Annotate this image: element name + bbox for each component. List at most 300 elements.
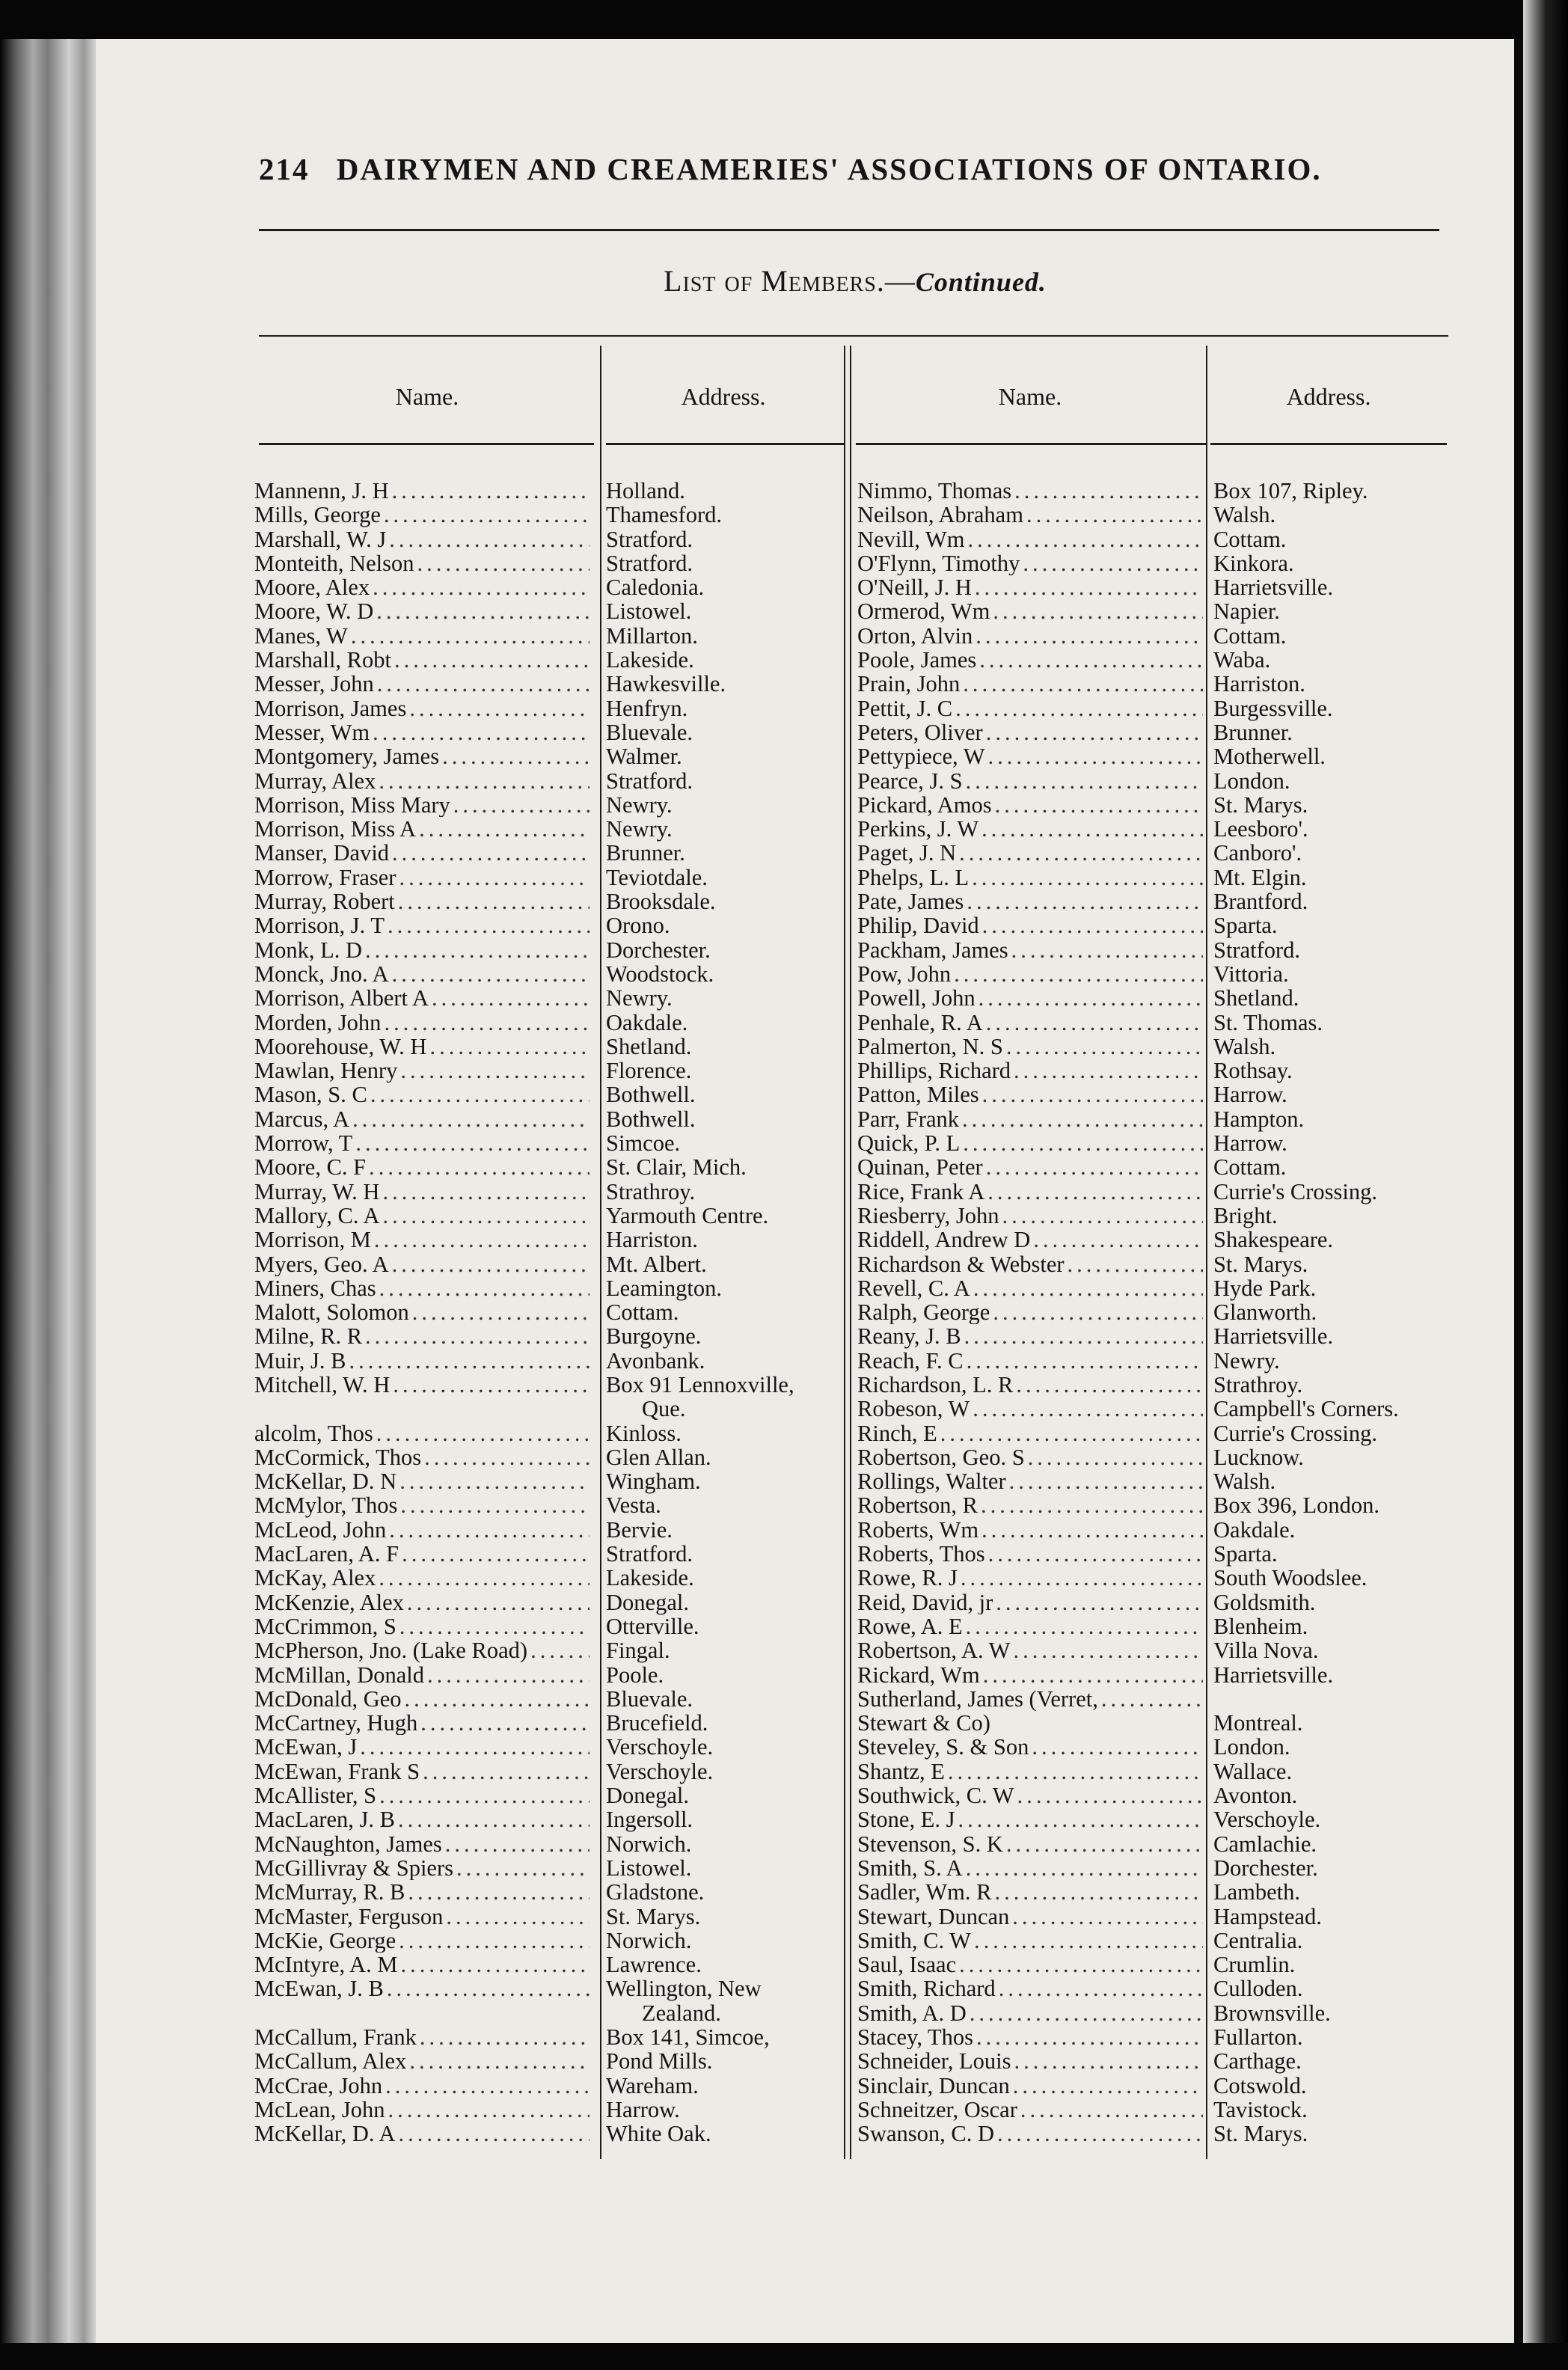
leader-dots bbox=[960, 672, 1203, 696]
member-address: Bluevale. bbox=[606, 719, 693, 745]
leader-dots bbox=[1030, 1228, 1203, 1252]
member-name: Messer, John bbox=[254, 672, 374, 696]
member-name: alcolm, Thos bbox=[254, 1421, 373, 1445]
member-name-entry bbox=[254, 1493, 589, 1517]
member-address: Wingham. bbox=[606, 1469, 701, 1495]
leader-dots bbox=[979, 913, 1203, 937]
member-name-entry bbox=[857, 1807, 1203, 1831]
member-name: Ormerod, Wm bbox=[857, 599, 990, 624]
leader-dots bbox=[384, 1976, 589, 2000]
member-name: Morrison, Albert A bbox=[254, 986, 429, 1011]
member-name-entry bbox=[254, 793, 589, 817]
member-name: Morrison, Miss Mary bbox=[254, 792, 450, 818]
member-name-entry bbox=[254, 1204, 589, 1228]
member-address: Brownsville. bbox=[1213, 2000, 1331, 2026]
member-name: McCallum, Frank bbox=[254, 2025, 417, 2050]
member-name-entry bbox=[254, 479, 589, 503]
member-name-entry bbox=[254, 1590, 589, 1614]
caption-rule bbox=[259, 335, 1448, 337]
left-address-column bbox=[606, 479, 842, 2146]
leader-dots bbox=[985, 1542, 1203, 1566]
leader-dots bbox=[396, 1929, 589, 1953]
member-name: Rice, Frank A bbox=[857, 1179, 985, 1204]
member-name: McEwan, Frank S bbox=[254, 1759, 420, 1784]
member-name: Moore, W. D bbox=[254, 599, 374, 624]
member-address: Brunner. bbox=[1213, 719, 1293, 745]
leader-dots bbox=[453, 1856, 589, 1880]
leader-dots bbox=[970, 1397, 1203, 1421]
member-address: Lakeside. bbox=[606, 647, 694, 673]
leader-dots bbox=[442, 1832, 589, 1856]
member-address: Leesboro'. bbox=[1213, 816, 1308, 842]
member-name: O'Neill, J. H bbox=[857, 575, 972, 600]
member-address: Harrow. bbox=[606, 2096, 680, 2122]
member-name-entry bbox=[857, 1011, 1203, 1035]
member-name: Poole, James bbox=[857, 648, 977, 673]
member-name-entry bbox=[254, 503, 589, 527]
member-name-entry bbox=[254, 1880, 589, 1904]
member-name: Riddell, Andrew D bbox=[857, 1228, 1031, 1252]
leader-dots bbox=[983, 1011, 1203, 1035]
leader-dots bbox=[402, 1687, 589, 1711]
leader-dots bbox=[1003, 1832, 1203, 1856]
member-address: Norwich. bbox=[606, 1831, 692, 1857]
caption-title: List of Members.— bbox=[664, 264, 916, 298]
member-address: Shetland. bbox=[606, 1033, 692, 1059]
member-name: Mawlan, Henry bbox=[254, 1059, 398, 1083]
member-address: Oakdale. bbox=[1213, 1516, 1296, 1543]
member-name: Manser, David bbox=[254, 841, 390, 866]
member-address: St. Marys. bbox=[606, 1903, 701, 1929]
member-name: Moore, C. F bbox=[254, 1155, 367, 1180]
member-name: Southwick, C. W bbox=[857, 1783, 1014, 1808]
member-name: Robertson, Geo. S bbox=[857, 1445, 1025, 1470]
leader-dots bbox=[346, 1349, 590, 1373]
leader-dots bbox=[406, 2049, 589, 2073]
member-address: Cottam. bbox=[1213, 526, 1287, 552]
member-name-entry bbox=[857, 1518, 1203, 1542]
member-address: Listowel. bbox=[606, 598, 692, 625]
member-name: Mason, S. C bbox=[254, 1083, 367, 1107]
member-name: Neilson, Abraham bbox=[857, 503, 1023, 527]
leader-dots bbox=[1008, 938, 1203, 962]
member-name: Philip, David bbox=[857, 913, 979, 938]
member-name: McMaster, Ferguson bbox=[254, 1904, 444, 1929]
leader-dots bbox=[417, 2025, 589, 2049]
member-name-entry bbox=[857, 479, 1203, 503]
member-name-entry bbox=[254, 1083, 589, 1106]
leader-dots bbox=[429, 986, 589, 1010]
member-name-entry bbox=[254, 2025, 589, 2049]
member-name-entry bbox=[857, 1929, 1203, 1953]
member-name: Stewart, Duncan bbox=[857, 1904, 1010, 1929]
member-address: Blenheim. bbox=[1213, 1613, 1308, 1639]
member-name-entry bbox=[857, 1493, 1203, 1517]
member-name: Moorehouse, W. H bbox=[254, 1034, 427, 1059]
leader-dots bbox=[956, 841, 1203, 865]
list-caption bbox=[259, 263, 1451, 298]
leader-dots bbox=[979, 1083, 1203, 1106]
member-name-entry bbox=[254, 1542, 589, 1566]
member-name-entry bbox=[254, 889, 589, 913]
column-divider-1 bbox=[600, 346, 601, 2159]
leader-dots bbox=[1013, 1373, 1203, 1397]
member-address: Canboro'. bbox=[1213, 840, 1302, 866]
member-name: Parr, Frank bbox=[857, 1106, 959, 1132]
leader-dots bbox=[389, 841, 589, 865]
member-name-entry bbox=[254, 817, 589, 841]
leader-dots bbox=[952, 696, 1203, 720]
member-address: Stratford. bbox=[606, 768, 693, 794]
member-name-entry bbox=[254, 1929, 589, 1953]
leader-dots bbox=[1065, 1252, 1203, 1276]
member-address: Montreal. bbox=[1213, 1710, 1303, 1736]
member-address: Shakespeare. bbox=[1213, 1227, 1334, 1253]
member-name-entry bbox=[254, 744, 589, 768]
member-name: Robertson, R bbox=[857, 1493, 978, 1518]
member-address: Strathroy. bbox=[1213, 1371, 1303, 1397]
member-name: Riesberry, John bbox=[857, 1203, 999, 1228]
member-address: Box 107, Ripley. bbox=[1213, 478, 1368, 503]
member-address: Sparta. bbox=[1213, 1541, 1278, 1567]
member-name-entry bbox=[857, 1373, 1203, 1397]
member-name-entry bbox=[857, 624, 1203, 648]
member-address: Mt. Albert. bbox=[606, 1251, 707, 1277]
member-address: Orono. bbox=[606, 913, 670, 939]
member-address: Woodstock. bbox=[606, 961, 714, 987]
member-address: Avonbank. bbox=[606, 1347, 705, 1374]
member-name-entry bbox=[254, 1180, 589, 1204]
member-name-entry bbox=[254, 1059, 589, 1083]
member-name-entry bbox=[254, 938, 589, 962]
member-name: Phillips, Richard bbox=[857, 1059, 1011, 1083]
member-address: Wallace. bbox=[1213, 1758, 1293, 1784]
member-name: Smith, S. A bbox=[857, 1855, 963, 1881]
member-address: Poole. bbox=[606, 1662, 664, 1688]
member-name-entry bbox=[857, 866, 1203, 889]
member-address: Goldsmith. bbox=[1213, 1589, 1316, 1615]
member-address: Bervie. bbox=[606, 1516, 673, 1543]
leader-dots bbox=[1029, 1735, 1203, 1759]
member-name-entry bbox=[857, 1542, 1203, 1566]
member-address: South Woodslee. bbox=[1213, 1565, 1368, 1591]
member-address: Campbell's Corners. bbox=[1213, 1396, 1399, 1422]
leader-dots bbox=[984, 1180, 1203, 1204]
member-name: Revell, C. A bbox=[857, 1276, 970, 1301]
column-divider-4 bbox=[1206, 346, 1207, 2159]
member-address: Box 396, London. bbox=[1213, 1492, 1379, 1519]
member-address: Harrow. bbox=[1213, 1082, 1287, 1108]
member-name-entry bbox=[254, 1832, 589, 1856]
member-address: Oakdale. bbox=[606, 1009, 688, 1035]
member-name: McGillivray & Spiers bbox=[254, 1855, 453, 1881]
member-address: Leamington. bbox=[606, 1275, 723, 1301]
member-address: Stratford. bbox=[606, 550, 693, 576]
leader-dots bbox=[404, 1590, 589, 1614]
member-address: London. bbox=[1213, 768, 1290, 794]
member-name: Morrow, T bbox=[254, 1131, 353, 1156]
member-name-entry bbox=[857, 672, 1203, 696]
column-header-name-right: Name. bbox=[998, 383, 1062, 410]
member-name-entry bbox=[857, 599, 1203, 623]
member-name-entry bbox=[857, 503, 1203, 527]
member-name-entry bbox=[254, 1711, 589, 1735]
member-name: McMylor, Thos bbox=[254, 1493, 398, 1518]
member-address: Fullarton. bbox=[1213, 2024, 1303, 2050]
leader-dots bbox=[376, 1276, 589, 1300]
leader-dots bbox=[970, 1276, 1203, 1300]
leader-dots bbox=[963, 769, 1203, 793]
member-name-entry bbox=[254, 1807, 589, 1831]
leader-dots bbox=[961, 1324, 1203, 1348]
member-name-entry bbox=[857, 1614, 1203, 1638]
member-address: Hyde Park. bbox=[1213, 1275, 1317, 1301]
leader-dots bbox=[1010, 1638, 1203, 1662]
member-name: Muir, J. B bbox=[254, 1348, 346, 1373]
member-name-entry bbox=[254, 527, 589, 551]
member-name: Pow, John bbox=[857, 961, 952, 987]
member-address: Burgoyne. bbox=[606, 1323, 702, 1350]
member-name: Stone, E. J bbox=[857, 1807, 955, 1832]
member-name-entry bbox=[254, 1155, 589, 1179]
member-name: Shantz, E bbox=[857, 1759, 945, 1784]
leader-dots bbox=[397, 1493, 589, 1517]
member-address: Newry. bbox=[606, 791, 673, 818]
member-name-entry bbox=[857, 986, 1203, 1010]
member-address: Otterville. bbox=[606, 1613, 699, 1639]
member-address: Vittoria. bbox=[1213, 961, 1289, 987]
member-address: Brucefield. bbox=[606, 1710, 708, 1736]
member-address: Bright. bbox=[1213, 1202, 1278, 1228]
member-name: Roberts, Thos bbox=[857, 1542, 985, 1567]
member-name-entry bbox=[857, 696, 1203, 720]
member-address: Kinloss. bbox=[606, 1420, 682, 1446]
leader-dots bbox=[352, 1131, 589, 1155]
member-name-entry bbox=[254, 696, 589, 720]
member-address: Brooksdale. bbox=[606, 889, 716, 915]
member-name-entry bbox=[254, 1373, 589, 1397]
member-address: Dorchester. bbox=[606, 937, 711, 963]
member-address: Mt. Elgin. bbox=[1213, 864, 1307, 890]
member-address: Avonton. bbox=[1213, 1783, 1298, 1809]
member-address: Glen Allan. bbox=[606, 1444, 711, 1470]
member-name-entry bbox=[254, 648, 589, 672]
right-name-column bbox=[857, 479, 1203, 2146]
member-address: Florence. bbox=[606, 1058, 692, 1084]
member-name: Patton, Miles bbox=[857, 1083, 979, 1107]
member-name: Pettit, J. C bbox=[857, 696, 953, 720]
member-name: Smith, A. D bbox=[857, 2000, 967, 2025]
member-name-entry bbox=[857, 1735, 1203, 1759]
leader-dots bbox=[391, 648, 589, 672]
member-address: Napier. bbox=[1213, 598, 1280, 625]
leader-dots bbox=[994, 2122, 1203, 2146]
member-name: Robertson, A. W bbox=[857, 1638, 1011, 1663]
member-name-entry bbox=[254, 1349, 589, 1373]
member-name: MacLaren, J. B bbox=[254, 1807, 396, 1832]
member-name: Powell, John bbox=[857, 986, 976, 1011]
leader-dots bbox=[371, 1228, 589, 1252]
member-name-entry bbox=[254, 1614, 589, 1638]
member-name-entry bbox=[254, 1421, 589, 1445]
member-name: Sinclair, Duncan bbox=[857, 2073, 1010, 2098]
member-address: Ingersoll. bbox=[606, 1807, 693, 1833]
member-name: McCartney, Hugh bbox=[254, 1711, 418, 1736]
member-name-entry bbox=[254, 1469, 589, 1493]
leader-dots bbox=[964, 527, 1203, 551]
member-address: Shetland. bbox=[1213, 985, 1299, 1011]
member-name: Murray, Robert bbox=[254, 889, 395, 914]
member-address: Culloden. bbox=[1213, 1976, 1303, 2002]
member-name-entry bbox=[857, 1832, 1203, 1856]
member-name-entry bbox=[857, 962, 1203, 986]
member-name: Sutherland, James (Verret, bbox=[857, 1686, 1098, 1712]
member-name-entry bbox=[857, 1059, 1203, 1083]
member-name-entry bbox=[254, 1663, 589, 1687]
leader-dots bbox=[386, 527, 589, 551]
member-name: Schneitzer, Oscar bbox=[857, 2097, 1017, 2122]
member-name-entry bbox=[857, 1976, 1203, 2000]
leader-dots bbox=[385, 2098, 589, 2122]
member-address: London. bbox=[1213, 1734, 1290, 1760]
leader-dots bbox=[379, 1204, 589, 1228]
member-name-entry bbox=[254, 1252, 589, 1276]
member-address: St. Marys. bbox=[1213, 791, 1308, 818]
member-name: McKenzie, Alex bbox=[254, 1590, 404, 1614]
leader-dots bbox=[1011, 1059, 1203, 1083]
leader-dots bbox=[963, 1614, 1203, 1638]
leader-dots bbox=[973, 2025, 1203, 2049]
column-divider-3 bbox=[850, 346, 851, 2159]
member-address: Brantford. bbox=[1213, 889, 1308, 915]
leader-dots bbox=[396, 1614, 589, 1638]
member-name-entry bbox=[857, 1469, 1203, 1493]
leader-dots bbox=[990, 1300, 1203, 1324]
member-name-entry bbox=[254, 2049, 589, 2073]
column-header-rule-4 bbox=[1210, 443, 1447, 445]
member-name-entry bbox=[857, 1035, 1203, 1059]
member-address: Glanworth. bbox=[1213, 1299, 1317, 1326]
leader-dots bbox=[362, 1324, 589, 1348]
member-name-entry bbox=[254, 986, 589, 1010]
member-name: Morrison, Miss A bbox=[254, 817, 417, 842]
leader-dots bbox=[385, 913, 589, 937]
leader-dots bbox=[964, 889, 1203, 913]
leader-dots bbox=[373, 599, 589, 623]
leader-dots bbox=[376, 769, 589, 793]
member-name: Montgomery, James bbox=[254, 744, 440, 769]
leader-dots bbox=[376, 1783, 589, 1807]
member-name: McCrae, John bbox=[254, 2073, 383, 2098]
member-name-entry bbox=[857, 817, 1203, 841]
member-name-entry bbox=[857, 1180, 1203, 1204]
member-name-entry bbox=[857, 744, 1203, 768]
member-name: McNaughton, James bbox=[254, 1831, 442, 1856]
leader-dots bbox=[421, 1445, 589, 1469]
leader-dots bbox=[1098, 1687, 1203, 1711]
member-address: Crumlin. bbox=[1213, 1952, 1296, 1978]
member-address: Wellington, New bbox=[606, 1976, 762, 2002]
member-address: Harriston. bbox=[606, 1227, 698, 1253]
member-address: Teviotdale. bbox=[606, 864, 708, 890]
leader-dots bbox=[426, 1035, 589, 1059]
member-address: Walsh. bbox=[1213, 502, 1276, 528]
member-name-entry bbox=[857, 1324, 1203, 1348]
member-name-entry bbox=[254, 1856, 589, 1880]
member-name-entry bbox=[857, 551, 1203, 575]
member-name: Mannenn, J. H bbox=[254, 479, 389, 503]
member-name: Mitchell, W. H bbox=[254, 1372, 391, 1397]
member-name: Murray, Alex bbox=[254, 768, 376, 793]
member-name: Ralph, George bbox=[857, 1300, 990, 1325]
member-name-entry bbox=[857, 2122, 1203, 2146]
member-name: Richardson & Webster bbox=[857, 1252, 1065, 1276]
member-name-entry bbox=[254, 720, 589, 744]
member-name: McMurray, R. B bbox=[254, 1880, 405, 1905]
leader-dots bbox=[367, 1083, 589, 1106]
member-name: McEwan, J. B bbox=[254, 1976, 384, 2001]
member-name-entry bbox=[857, 1687, 1203, 1711]
member-name: Monteith, Nelson bbox=[254, 551, 414, 576]
member-name: McCallum, Alex bbox=[254, 2049, 407, 2074]
member-name-entry bbox=[254, 913, 589, 937]
member-name-entry bbox=[254, 1953, 589, 1976]
leader-dots bbox=[979, 817, 1203, 841]
member-name-entry bbox=[254, 1300, 589, 1324]
member-name-entry bbox=[254, 1687, 589, 1711]
member-address: Currie's Crossing. bbox=[1213, 1420, 1377, 1446]
leader-dots bbox=[955, 1807, 1203, 1831]
member-name-entry bbox=[857, 1638, 1203, 1662]
leader-dots bbox=[973, 624, 1203, 648]
member-name: Pickard, Amos bbox=[857, 792, 992, 818]
member-name-entry bbox=[254, 769, 589, 793]
member-name: McAllister, S bbox=[254, 1783, 377, 1808]
member-address: Verschoyle. bbox=[606, 1758, 714, 1784]
member-address: Harrietsville. bbox=[1213, 1323, 1334, 1350]
member-name-entry bbox=[254, 1107, 589, 1131]
member-name: Reany, J. B bbox=[857, 1324, 961, 1349]
member-name-entry bbox=[254, 1518, 589, 1542]
member-name-entry bbox=[254, 1566, 589, 1590]
member-address: Listowel. bbox=[606, 1855, 692, 1881]
member-address: Lawrence. bbox=[606, 1952, 702, 1978]
member-name-entry bbox=[857, 841, 1203, 865]
leader-dots bbox=[983, 720, 1203, 744]
leader-dots bbox=[972, 575, 1203, 599]
member-name: Nimmo, Thomas bbox=[857, 479, 1012, 503]
leader-dots bbox=[366, 1155, 589, 1179]
member-name-entry bbox=[254, 2122, 589, 2146]
member-address: Newry. bbox=[606, 816, 673, 842]
member-name: Stacey, Thos bbox=[857, 2025, 974, 2050]
member-address: Burgessville. bbox=[1213, 695, 1333, 721]
member-name-entry bbox=[857, 1397, 1203, 1421]
leader-dots bbox=[396, 2122, 589, 2146]
member-name: Roberts, Wm bbox=[857, 1517, 979, 1543]
member-name: Rowe, R. J bbox=[857, 1566, 958, 1590]
member-name: Richardson, L. R bbox=[857, 1372, 1014, 1397]
member-name-entry bbox=[857, 938, 1203, 962]
leader-dots bbox=[996, 1976, 1203, 2000]
member-address: Verschoyle. bbox=[1213, 1807, 1321, 1833]
member-address: Kinkora. bbox=[1213, 550, 1294, 576]
leader-dots bbox=[1011, 479, 1203, 503]
member-name-entry bbox=[857, 1107, 1203, 1131]
column-header-rule-3 bbox=[856, 443, 1206, 445]
member-name-entry bbox=[254, 1445, 589, 1469]
member-name: Robeson, W bbox=[857, 1397, 970, 1421]
